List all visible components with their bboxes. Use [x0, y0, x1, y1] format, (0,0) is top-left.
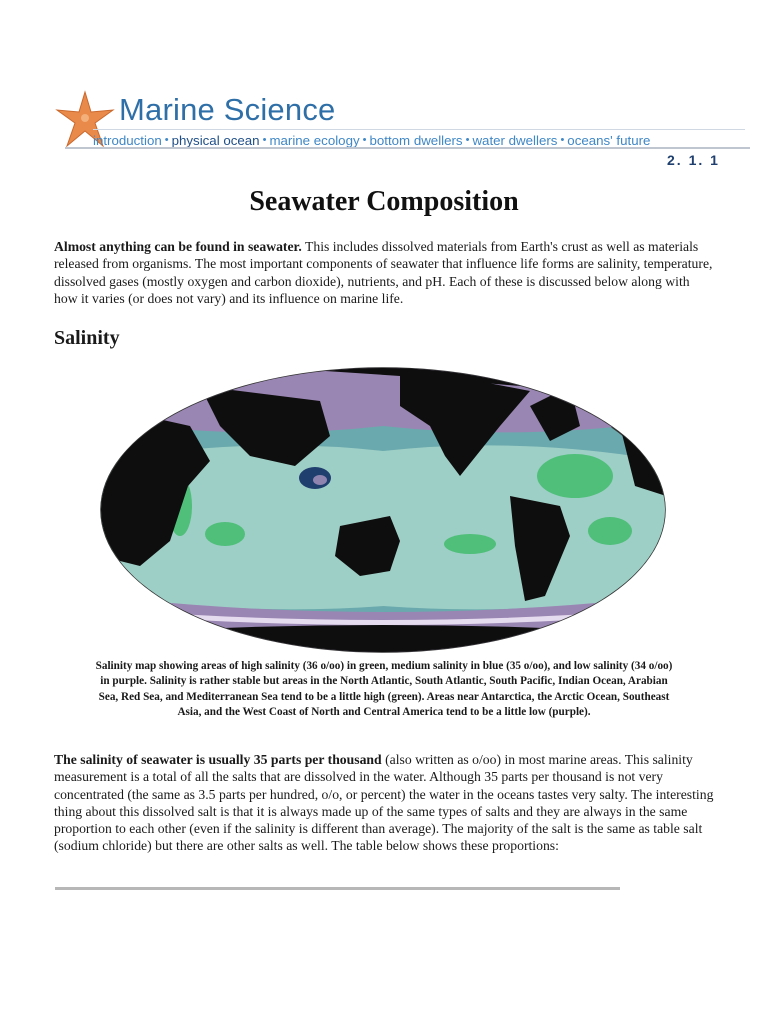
salinity-lead: The salinity of seawater is usually 35 parts per thousand [54, 752, 382, 767]
intro-paragraph [54, 238, 714, 307]
salinity-world-map [100, 366, 666, 654]
nav-separator: • [465, 134, 470, 146]
nav-separator: • [362, 134, 367, 146]
header-divider [65, 147, 750, 149]
site-brand[interactable]: Marine Science [119, 92, 336, 127]
section-number: 2. 1. 1 [667, 152, 720, 168]
intro-lead: Almost anything can be found in seawater. [54, 239, 302, 254]
nav-link-physical-ocean[interactable]: physical ocean [171, 132, 260, 148]
nav-link-introduction[interactable]: introduction [93, 132, 162, 148]
salinity-paragraph [54, 751, 714, 855]
nav-link-water-dwellers[interactable]: water dwellers [472, 132, 558, 148]
salinity-heading: Salinity [54, 327, 120, 349]
nav-link-marine-ecology[interactable]: marine ecology [269, 132, 360, 148]
nav-link-bottom-dwellers[interactable]: bottom dwellers [369, 132, 463, 148]
page-title: Seawater Composition [249, 186, 519, 217]
salinity-body: (also written as o/oo) in most marine areas. This salinity measurement is a total of all the salts that are dissolved in the water. Although 35 parts per thousand is not very concentrated (the same as 3.5 parts per hundred, o/o, or percent) the water in the oceans tastes very salty. The interesting thing about this dissolved salt is that it is always made up of the same types of salts and they are always in the same proportion to each other (even if the salinity is different than average). The majority of the salt is the same as table salt (sodium chloride) but there are other salts as well. The table below shows these proportions: [54, 752, 714, 854]
nav-link-oceans-future[interactable]: oceans' future [567, 132, 651, 148]
map-caption: Salinity map showing areas of high salinity (36 o/oo) in green, medium salinity in blue (35 o/oo), and low salinity (34 o/oo) in purple. Salinity is rather stable but areas in the North Atlantic, South Atlantic, South Pacific, Indian Ocean, Arabian Sea, Red Sea, and Mediterranean Sea tend to be a little high (green). Areas near Antarctica, the Arctic Ocean, Southeast Asia, and the West Coast of North and Central America tend to be a little low (purple). [95, 660, 673, 719]
nav-separator: • [164, 134, 169, 146]
section-divider [55, 887, 620, 890]
nav-separator: • [560, 134, 565, 146]
site-banner [55, 90, 755, 170]
nav-separator: • [262, 134, 267, 146]
intro-body: This includes dissolved materials from Earth's crust as well as materials released from organisms. The most important components of seawater that influence life forms are salinity, temperature, dissolved gases (mostly oxygen and carbon dioxide), nutrients, and pH. Each of these is discussed below along with how it varies (or does not vary) and its influence on marine life. [54, 239, 713, 306]
